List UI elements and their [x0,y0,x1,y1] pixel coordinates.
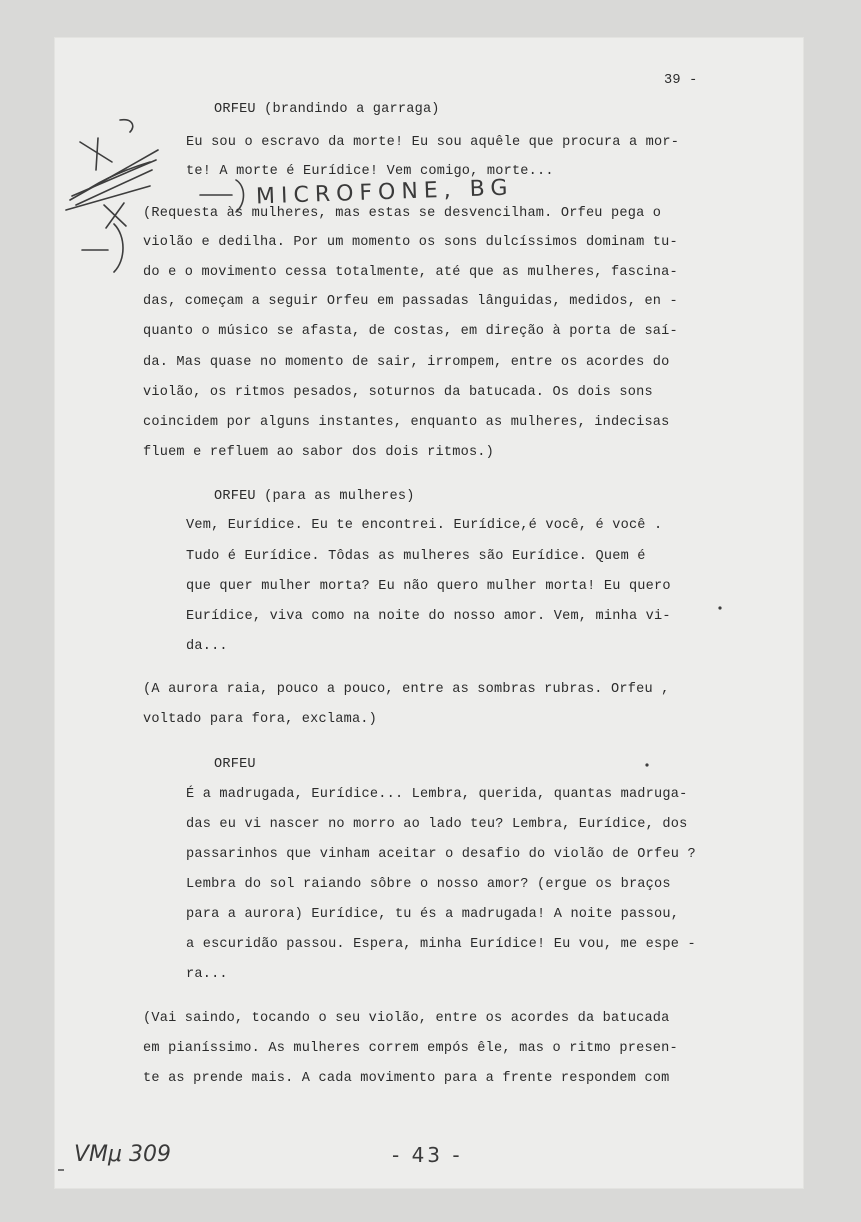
dialogue-line: a escuridão passou. Espera, minha Eurídice! Eu vou, me espe - [186,937,696,952]
stage-direction-line: voltado para fora, exclama.) [143,712,378,727]
dialogue-line: passarinhos que vinham aceitar o desafio do violão de Orfeu ? [186,847,696,862]
stage-direction-line: das, começam a seguir Orfeu em passadas lânguidas, medidos, en - [143,294,678,309]
speaker-heading: ORFEU (brandindo a garraga) [214,102,440,117]
stage-direction-line: em pianíssimo. As mulheres correm empós êle, mas o ritmo presen- [143,1041,678,1056]
dialogue-line: Lembra do sol raiando sôbre o nosso amor? (ergue os braços [186,877,671,892]
stage-direction-line: (Requesta às mulheres, mas estas se desvencilham. Orfeu pega o [143,206,662,221]
stage-direction-line: (Vai saindo, tocando o seu violão, entre os acordes da batucada [143,1011,670,1026]
dialogue-line: ra... [186,967,228,982]
dialogue-line: que quer mulher morta? Eu não quero mulher morta! Eu quero [186,579,671,594]
dialogue-line: Vem, Eurídice. Eu te encontrei. Eurídice,é você, é você . [186,518,663,533]
handwritten-footer-page: - 43 - [392,1143,463,1167]
stage-direction-line: quanto o músico se afasta, de costas, em direção à porta de saí- [143,324,678,339]
stage-direction-line: coincidem por alguns instantes, enquanto as mulheres, indecisas [143,415,670,430]
dialogue-line: Eurídice, viva como na noite do nosso amor. Vem, minha vi- [186,609,671,624]
stage-direction-line: violão e dedilha. Por um momento os sons dulcíssimos dominam tu- [143,235,678,250]
stage-direction-line: do e o movimento cessa totalmente, até que as mulheres, fascina- [143,265,678,280]
page-number: 39 - [664,73,698,88]
dialogue-line: Tudo é Eurídice. Tôdas as mulheres são Eurídice. Quem é [186,549,646,564]
dialogue-line: das eu vi nascer no morro ao lado teu? Lembra, Eurídice, dos [186,817,688,832]
speaker-heading: ORFEU (para as mulheres) [214,489,415,504]
stage-direction-line: fluem e refluem ao sabor dos dois ritmos.) [143,445,495,460]
stage-direction-line: violão, os ritmos pesados, soturnos da batucada. Os dois sons [143,385,653,400]
dialogue-line: da... [186,639,228,654]
handwritten-microfone-note: MICROFONE, BG [255,175,514,210]
stage-direction-line: (A aurora raia, pouco a pouco, entre as sombras rubras. Orfeu , [143,682,670,697]
dialogue-line: Eu sou o escravo da morte! Eu sou aquêle que procura a mor- [186,135,680,150]
stage-direction-line: da. Mas quase no momento de sair, irrompem, entre os acordes do [143,355,670,370]
stage-direction-line: te as prende mais. A cada movimento para a frente respondem com [143,1071,670,1086]
dialogue-line: para a aurora) Eurídice, tu és a madrugada! A noite passou, [186,907,680,922]
handwritten-footer-ref: VMμ 309 [74,1142,172,1167]
dialogue-line: É a madrugada, Eurídice... Lembra, querida, quantas madruga- [186,787,688,802]
speaker-heading: ORFEU [214,757,256,772]
dialogue-line: te! A morte é Eurídice! Vem comigo, morte... [186,164,554,179]
